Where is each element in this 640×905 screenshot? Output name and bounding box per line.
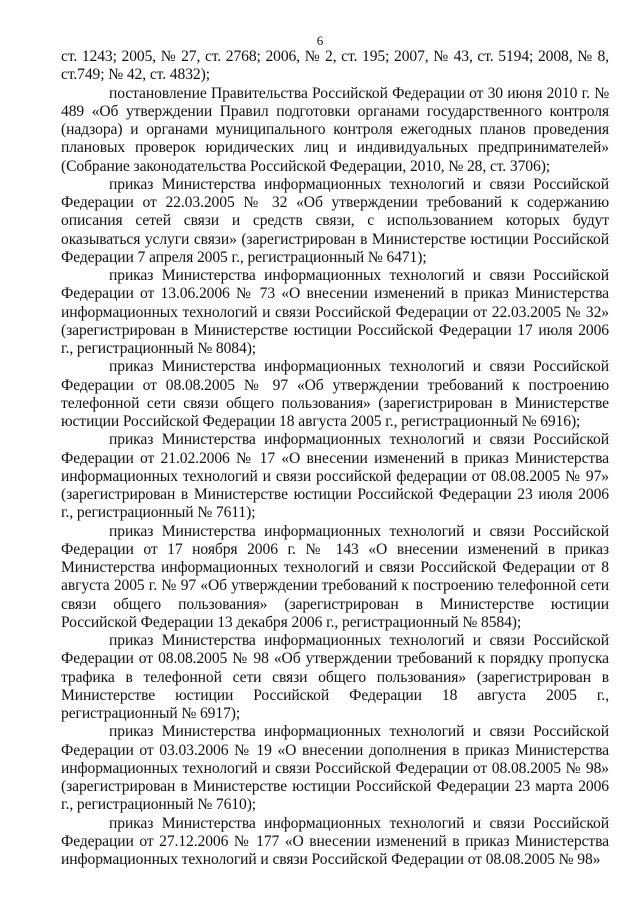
document-body xyxy=(61,48,609,869)
paragraph: приказ Министерства информационных технологий и связи Российской Федерации от 22.03.2005 № 32 «Об утверждении требований к содержанию описания сетей связи и средств связи, с использованием которых будут оказываться услуги связи» (зарегистрирован в Министерстве юстиции Российской Федерации 7 апреля 2005 г., регистрационный № 6471); xyxy=(61,175,609,266)
page-number: 6 xyxy=(316,33,324,48)
paragraph: приказ Министерства информационных технологий и связи Российской Федерации от 08.08.2005 № 98 «Об утверждении требований к порядку пропуска трафика в телефонной сети связи общего пользования» (зарегистрирован в Министерстве юстиции Российской Федерации 18 августа 2005 г., регистрационный № 6917); xyxy=(61,632,609,722)
paragraph: приказ Министерства информационных технологий и связи Российской Федерации от 27.12.2006 № 177 «О внесении изменений в приказ Министерства информационных технологий и связи Российской Федерации от 08.08.2005 № 98» xyxy=(61,814,609,868)
paragraph: постановление Правительства Российской Федерации от 30 июня 2010 г. № 489 «Об утверждении Правил подготовки органами государственного контроля (надзора) и органами муниципального контроля ежегодных планов проведения плановых проверок юридических лиц и индивидуальных предпринимателей» (Собрание законодательства Российской Федерации, 2010, № 28, ст. 3706); xyxy=(61,84,609,175)
paragraph: приказ Министерства информационных технологий и связи Российской Федерации от 13.06.2006 № 73 «О внесении изменений в приказ Министерства информационных технологий и связи Российской Федерации от 22.03.2005 № 32» (зарегистрирован в Министерстве юстиции Российской Федерации 17 июля 2006 г., регистрационный № 8084); xyxy=(61,267,609,357)
paragraph: приказ Министерства информационных технологий и связи Российской Федерации от 21.02.2006 № 17 «О внесении изменений в приказ Министерства информационных технологий и связи российской федерации от 08.08.2005 № 97» (зарегистрирован в Министерстве юстиции Российской Федерации 23 июля 2006 г., регистрационный № 7611); xyxy=(61,431,609,522)
paragraph: приказ Министерства информационных технологий и связи Российской Федерации от 08.08.2005 № 97 «Об утверждении требований к построению телефонной сети связи общего пользования» (зарегистрирован в Министерстве юстиции Российской Федерации 18 августа 2005 г., регистрационный № 6916); xyxy=(61,358,609,430)
paragraph: приказ Министерства информационных технологий и связи Российской Федерации от 03.03.2006 № 19 «О внесении дополнения в приказ Министерства информационных технологий и связи Российской Федерации от 08.08.2005 № 98» (зарегистрирован в Министерстве юстиции Российской Федерации 23 марта 2006 г., регистрационный № 7610); xyxy=(61,723,609,814)
paragraph: приказ Министерства информационных технологий и связи Российской Федерации от 17 ноября 2006 г. № 143 «О внесении изменений в приказ Министерства информационных технологий и связи Российской Федерации от 8 августа 2005 г. № 97 «Об утверждении требований к построению телефонной сети связи общего пользования» (зарегистрирован в Министерстве юстиции Российской Федерации 13 декабря 2006 г., регистрационный № 8584); xyxy=(61,522,609,631)
paragraph: ст. 1243; 2005, № 27, ст. 2768; 2006, № 2, ст. 195; 2007, № 43, ст. 5194; 2008, № 8, ст.749; № 42, ст. 4832); xyxy=(61,48,609,84)
